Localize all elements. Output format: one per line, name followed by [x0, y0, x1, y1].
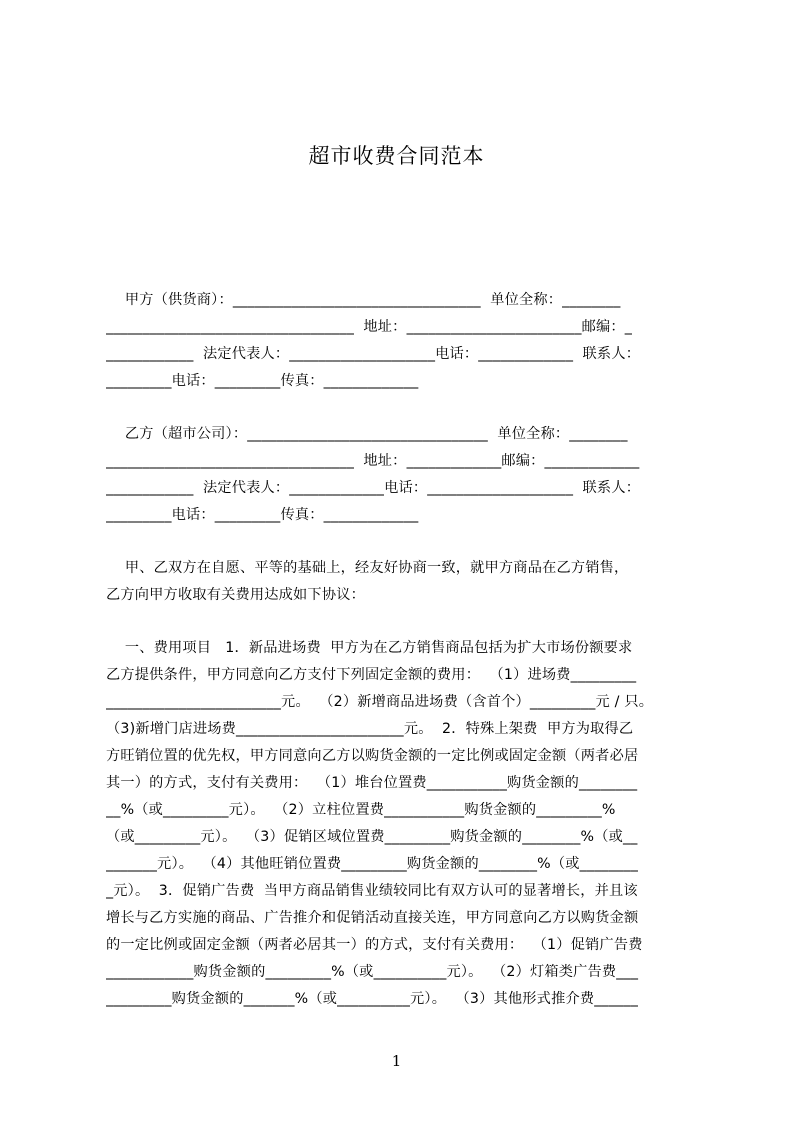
section1-line: 方旺销位置的优先权，甲方同意向乙方以购货金额的一定比例或固定金额（两者必居 — [106, 748, 639, 764]
section1-line: （或_________元）。 （3）促销区域位置费_________购货金额的________%（或__ — [106, 829, 638, 845]
section1-line: _______元）。 （4）其他旺销位置费_________购货金额的________%（或________ — [106, 856, 638, 872]
page-number: 1 — [391, 1052, 402, 1070]
section1-line: 增长与乙方实施的商品、广告推介和促销活动直接关连，甲方同意向乙方以购货金额 — [106, 910, 639, 926]
section1-line: _________购货金额的_______%（或__________元）。 （3）其他形式推介费______ — [106, 991, 638, 1007]
intro-line: 甲、乙双方在自愿、平等的基础上，经友好协商一致，就甲方商品在乙方销售， — [106, 560, 629, 576]
section1-line: __%（或_________元）。 （2）立柱位置费___________购货金额的_________% — [106, 802, 616, 818]
party-b-line: __________________________________ 地址：_____________邮编：_____________ — [106, 453, 640, 469]
section1-line: 的一定比例或固定金额（两者必居其一）的方式，支付有关费用： （1）促销广告费 — [106, 937, 643, 953]
party-b-line: ____________ 法定代表人：_____________电话：____________________ 联系人： — [106, 480, 641, 496]
party-a-line: ____________ 法定代表人：____________________电话：_____________ 联系人： — [106, 346, 641, 362]
section1-line: 其一）的方式，支付有关费用： （1）堆台位置费___________购货金额的________ — [106, 775, 638, 791]
section1-line: （3)新增门店进场费_______________________元。 2．特殊上架费 甲方为取得乙 — [106, 721, 634, 737]
party-a-line: __________________________________ 地址：________________________邮编：_ — [106, 319, 633, 335]
party-a-line: 甲方（供货商）：__________________________________ 单位全称：________ — [106, 292, 621, 308]
section1-line: 一、费用项目 1．新品进场费 甲方为在乙方销售商品包括为扩大市场份额要求 — [106, 640, 633, 656]
section1-line: _元）。 3．促销广告费 当甲方商品销售业绩较同比有双方认可的显著增长，并且该 — [106, 883, 638, 899]
party-a-line: _________电话：_________传真：_____________ — [106, 373, 419, 389]
section1-line: ____________购货金额的_________%（或__________元）。 （2）灯箱类广告费___ — [106, 964, 639, 980]
intro-line: 乙方向甲方收取有关费用达成如下协议： — [106, 587, 365, 603]
party-b-line: _________电话：_________传真：_____________ — [106, 507, 419, 523]
party-b-line: 乙方（超市公司）：_________________________________ 单位全称：________ — [106, 426, 628, 442]
section1-line: ________________________元。 （2）新增商品进场费（含首个）_________元 / 只。 — [106, 694, 654, 710]
page-title: 超市收费合同范本 — [308, 144, 485, 168]
section1-line: 乙方提供条件，甲方同意向乙方支付下列固定金额的费用： （1）进场费_________ — [106, 667, 637, 683]
